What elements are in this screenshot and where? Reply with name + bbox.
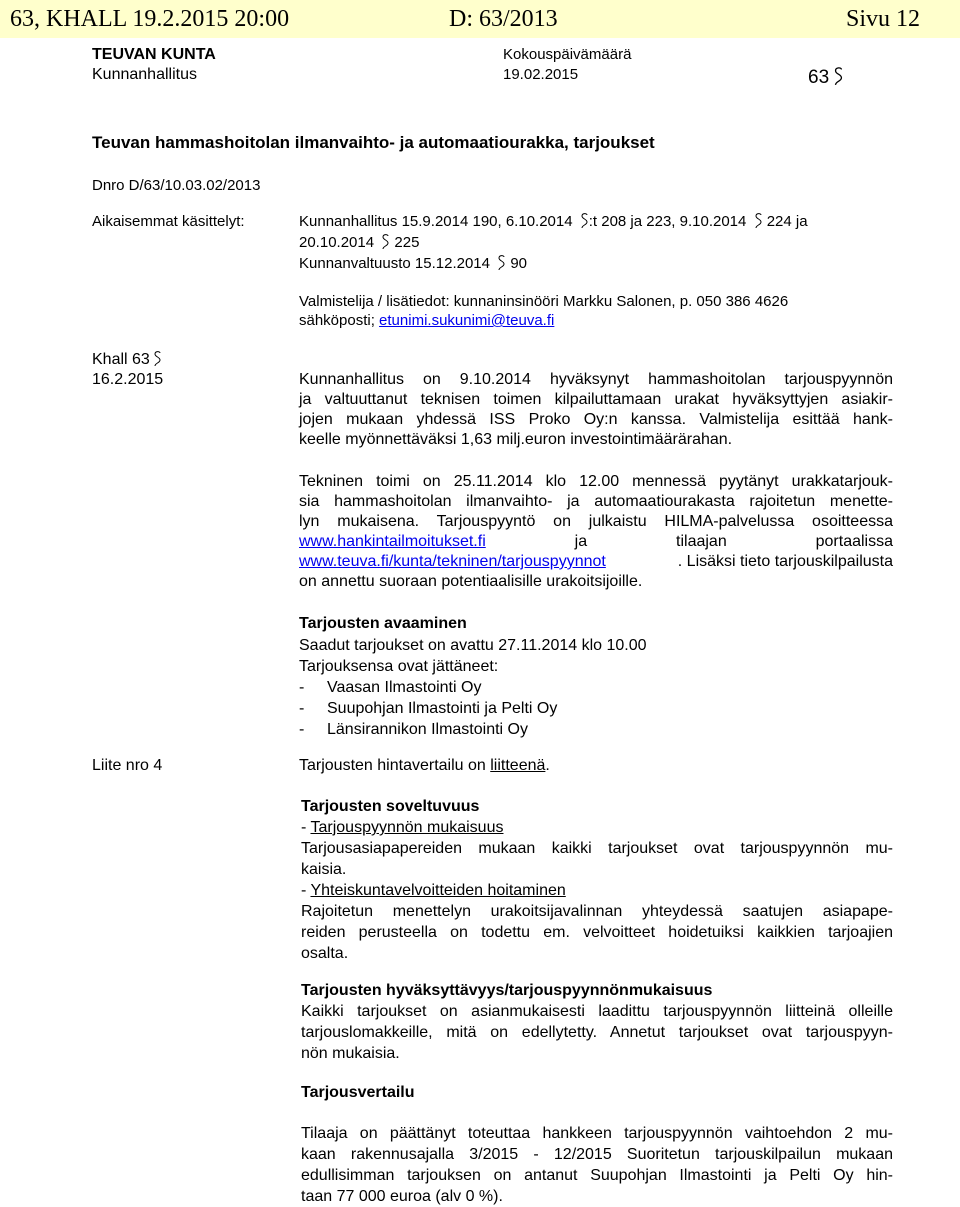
- khall-label-line: [92, 350, 162, 370]
- dash: -: [301, 819, 311, 836]
- history-line-3-text: Kunnanvaltuusto 15.12.2014: [299, 255, 495, 272]
- paragraph-line: osalta.: [301, 945, 349, 962]
- paragraph-line: tarjouslomakkeille, mitä on edellytetty. Annetut tarjoukset ovat tarjouspyyn-: [301, 1024, 893, 1041]
- section-mark-icon: [833, 66, 844, 86]
- history-line-2-text-b: 225: [390, 234, 420, 251]
- paragraph-line: Tarjousasiapapereiden mukaan kaikki tarjoukset ovat tarjouspyynnön mu-: [301, 840, 893, 857]
- word: tilaajan: [676, 533, 727, 550]
- dash: -: [299, 721, 305, 738]
- paragraph-line: kaisia.: [301, 861, 347, 878]
- history-line-2-text: 20.10.2014: [299, 234, 379, 251]
- bidder-name: Länsirannikon Ilmastointi Oy: [327, 721, 528, 738]
- hilma-link[interactable]: www.hankintailmoitukset.fi: [299, 533, 486, 550]
- portal-line-text: . Lisäksi tieto tarjouskilpailusta: [677, 553, 893, 570]
- email-label: sähköposti;: [299, 312, 380, 329]
- paragraph-line: Kunnanhallitus on 9.10.2014 hyväksynyt hammashoitolan tarjouspyynnön: [299, 371, 893, 388]
- bidder-item: [299, 699, 899, 720]
- suitability-sub2-title: Yhteiskuntavelvoitteiden hoitaminen: [310, 882, 566, 899]
- suitability-sub1: [301, 817, 893, 838]
- paragraph-line: ja valtuuttanut teknisen toimen kilpailuttamaan urakat hyväksyttyjen asiakir-: [299, 391, 893, 408]
- suitability-sub2: [301, 880, 893, 901]
- bidder-name: Suupohjan Ilmastointi ja Pelti Oy: [327, 700, 558, 717]
- opening-line-1: Saadut tarjoukset on avattu 27.11.2014 klo 10.00: [299, 637, 647, 654]
- paragraph-line: keelle myönnettäväksi 1,63 milj.euron investointimäärärahan.: [299, 431, 733, 448]
- page-banner: [0, 0, 960, 38]
- bidder-name: Vaasan Ilmastointi Oy: [327, 679, 482, 696]
- history-line-1: [299, 212, 808, 232]
- paragraph-line: lyn mukaisena. Tarjouspyyntö on julkaistu HILMA-palvelussa osoitteessa: [299, 513, 893, 530]
- paragraph-line: Kaikki tarjoukset on asianmukaisesti laadittu tarjouspyynnön liitteinä olleille: [301, 1003, 893, 1020]
- paragraph-line: edullisimman tarjouksen on antanut Suupohjan Ilmastointi ja Pelti Oy hin-: [301, 1167, 893, 1184]
- meeting-date-label: Kokouspäivämäärä: [503, 46, 632, 63]
- page-title: Teuvan hammashoitolan ilmanvaihto- ja automaatiourakka, tarjoukset: [92, 133, 655, 152]
- paragraph-line-links: [299, 532, 893, 552]
- history-line-1-text-b: :t 208 ja 223, 9.10.2014: [588, 213, 751, 230]
- bidder-item: [299, 720, 899, 741]
- paragraph-line: jojen mukaan yhdessä ISS Proko Oy:n kanssa. Valmistelija esittää hank-: [299, 411, 893, 428]
- word: ja: [574, 533, 588, 550]
- section-number-block: [808, 66, 844, 90]
- word: portaalissa: [815, 533, 893, 550]
- paragraph-line: Tilaaja on päättänyt toteuttaa hankkeen tarjouspyynnön vaihtoehdon 2 mu-: [301, 1125, 893, 1142]
- section-mark-icon: [754, 212, 763, 229]
- section-mark-icon: [381, 233, 390, 250]
- suitability-sub1-title: Tarjouspyynnön mukaisuus: [310, 819, 504, 836]
- portal-link[interactable]: www.teuva.fi/kunta/tekninen/tarjouspyynnot: [299, 553, 606, 570]
- history-line-2: [299, 233, 419, 253]
- attachment-text: Tarjousten hintavertailu on: [299, 757, 491, 774]
- history-line-1-text: Kunnanhallitus 15.9.2014 190, 6.10.2014: [299, 213, 577, 230]
- paragraph-line: kaan rakennusajalla 3/2015 - 12/2015 Suoritetun tarjouskilpailun mukaan: [301, 1146, 893, 1163]
- record-number: Dnro D/63/10.03.02/2013: [92, 177, 261, 194]
- tender-request-paragraph: [299, 472, 893, 592]
- opening-heading: Tarjousten avaaminen: [299, 615, 467, 632]
- comparison-heading: Tarjousvertailu: [301, 1084, 415, 1101]
- history-line-3-text-b: 90: [506, 255, 528, 272]
- paragraph-line: nön mukaisia.: [301, 1045, 400, 1062]
- dash: -: [299, 679, 305, 696]
- banner-document-number: D: 63/2013: [449, 6, 558, 32]
- acceptability-section: [301, 980, 893, 1064]
- section-mark-icon: [580, 212, 589, 229]
- dash: -: [301, 882, 311, 899]
- paragraph-line: sia hammashoitolan ilmanvaihto- ja automaatiourakasta rajoitetun menette-: [299, 493, 893, 510]
- comparison-paragraph: [301, 1123, 893, 1207]
- organization-name: TEUVAN KUNTA: [92, 46, 216, 63]
- paragraph-line: taan 77 000 euroa (alv 0 %).: [301, 1188, 503, 1205]
- paragraph-line: reiden perusteella on todettu em. velvoitteet hoidetuiksi kaikkien tarjoajien: [301, 924, 893, 941]
- banner-meeting: 63, KHALL 19.2.2015 20:00: [10, 6, 290, 32]
- attachment-text-end: .: [545, 757, 550, 774]
- khall-label: Khall 63: [92, 351, 150, 368]
- history-line-3: [299, 254, 527, 274]
- opening-section: [299, 614, 899, 741]
- attachment-link[interactable]: liitteenä: [490, 757, 546, 774]
- section-mark-icon: [153, 350, 162, 367]
- suitability-heading: Tarjousten soveltuvuus: [301, 798, 480, 815]
- history-label: Aikaisemmat käsittelyt:: [92, 213, 245, 230]
- attachment-label: Liite nro 4: [92, 757, 163, 774]
- paragraph-line: Rajoitetun menettelyn urakoitsijavalinnan yhteydessä saatujen asiapape-: [301, 903, 893, 920]
- meeting-date: 19.02.2015: [503, 66, 579, 83]
- paragraph-line: Tekninen toimi on 25.11.2014 klo 12.00 mennessä pyytänyt urakkatarjouk-: [299, 473, 893, 490]
- section-mark-icon: [497, 254, 506, 271]
- khall-date: 16.2.2015: [92, 371, 164, 388]
- acceptability-heading: Tarjousten hyväksyttävyys/tarjouspyynnönmukaisuus: [301, 982, 713, 999]
- bidder-item: [299, 678, 899, 699]
- suitability-section: [301, 796, 893, 964]
- paragraph-line-portal: [299, 552, 893, 572]
- history-line-1-text-c: 224 ja: [762, 213, 808, 230]
- attachment-line: [299, 756, 550, 776]
- paragraph-line: on annettu suoraan potentiaalisille urakoitsijoille.: [299, 573, 643, 590]
- section-number: 63: [808, 67, 830, 88]
- board-name: Kunnanhallitus: [92, 66, 197, 83]
- preparer-email-line: [299, 311, 554, 331]
- decision-paragraph: [299, 370, 893, 450]
- email-link[interactable]: etunimi.sukunimi@teuva.fi: [379, 312, 555, 329]
- opening-line-2: Tarjouksensa ovat jättäneet:: [299, 658, 499, 675]
- banner-page-number: Sivu 12: [846, 6, 921, 32]
- preparer-info: Valmistelija / lisätiedot: kunnaninsinööri Markku Salonen, p. 050 386 4626: [299, 293, 789, 310]
- dash: -: [299, 700, 305, 717]
